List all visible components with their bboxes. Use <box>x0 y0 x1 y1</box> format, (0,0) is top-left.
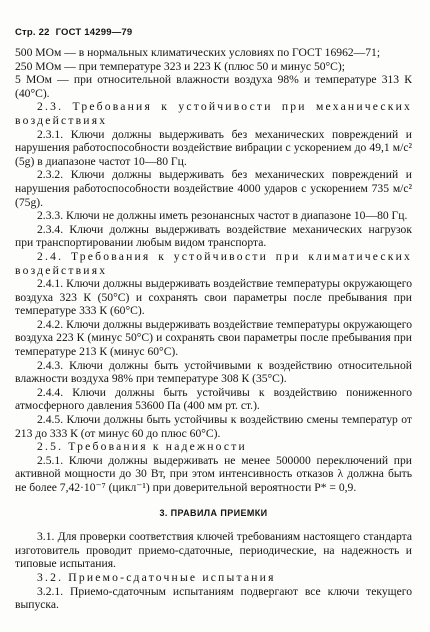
paragraph-2-3-2: 2.3.2. Ключи должны выдерживать без механических повреждений и нарушения работоспособности воздействие 4000 ударов с ускорением 735 м/с² (75g). <box>15 168 412 209</box>
heading-2-5: 2.5. Требования к надежности <box>37 440 247 454</box>
paragraph-2-3-4: 2.3.4. Ключи должны выдерживать воздействие механических нагрузок при транспортировании любым видом транспорта. <box>15 222 412 250</box>
paragraph-2-4-1: 2.4.1. Ключи должны выдерживать воздействие температуры окружающего воздуха 323 К (50°С) и сохранять свои параметры после пребывания при температуре 333 К (60°С). <box>15 277 412 318</box>
standard-number: ГОСТ 14299—79 <box>55 27 133 38</box>
paragraph-3-1: 3.1. Для проверки соответствия ключей требованиям настоящего стандарта изготовитель проводит приемо-сдаточные, периодические, на надежность и типовые испытания. <box>15 530 412 571</box>
page-header <box>15 26 138 40</box>
paragraph-2-4-4: 2.4.4. Ключи должны быть устойчивы к воздействию пониженного атмосферного давления 53600 Па (400 мм рт. ст.). <box>15 385 412 413</box>
paragraph-2-4-2: 2.4.2. Ключи должны выдерживать воздействие температуры окружающего воздуха 223 К (минус 50°С) и сохранять свои параметры после пребывания при температуре 213 К (минус 60°С). <box>15 317 412 359</box>
paragraph-2-5-1: 2.5.1. Ключи должны выдерживать не менее 500000 переключений при активной мощности до 30 Вт, при этом интенсивность отказов λ должна быть не более 7,42·10⁻⁷ (цикл⁻¹) при доверительной вероятности P* = 0,9. <box>15 453 412 494</box>
paragraph-2-3-3: 2.3.3. Ключи не должны иметь резонансных частот в диапазоне 10—80 Гц. <box>37 209 408 223</box>
document-body <box>15 46 412 612</box>
page-number: Стр. 22 <box>15 27 50 38</box>
paragraph-resistance-humidity: 5 МОм — при относительной влажности воздуха 98% и температуре 313 К (40°С). <box>15 73 412 100</box>
paragraph-3-2-1: 3.2.1. Приемо-сдаточным испытаниям подвергают все ключи текущего выпуска. <box>15 584 412 612</box>
heading-2-3: 2.3. Требования к устойчивости при механических воздействиях <box>15 100 412 127</box>
heading-3-2: 3.2. Приемо-сдаточные испытания <box>37 570 276 584</box>
paragraph-resistance-temperature: 250 МОм — при температуре 323 и 223 К (плюс 50 и минус 50°С); <box>15 59 345 73</box>
paragraph-resistance-normal: 500 МОм — в нормальных климатических условиях по ГОСТ 16962—71; <box>15 46 381 59</box>
paragraph-2-4-5: 2.4.5. Ключи должны быть устойчивы к воздействию смены температур от 213 до 333 К (от минус 60 до плюс 60°С). <box>15 413 412 440</box>
heading-2-4: 2.4. Требования к устойчивости при климатических воздействиях <box>15 249 412 277</box>
paragraph-2-4-3: 2.4.3. Ключи должны быть устойчивыми к воздействию относительной влажности воздуха 98% при температуре 308 К (35°С). <box>15 358 412 386</box>
section-title-acceptance-rules: 3. ПРАВИЛА ПРИЕМКИ <box>159 507 268 518</box>
paragraph-2-3-1: 2.3.1. Ключи должны выдерживать без механических повреждений и нарушения работоспособности воздействие вибрации с ускорением до 49,1 м/с² (5g) в диапазоне частот 10—80 Гц. <box>15 127 412 168</box>
